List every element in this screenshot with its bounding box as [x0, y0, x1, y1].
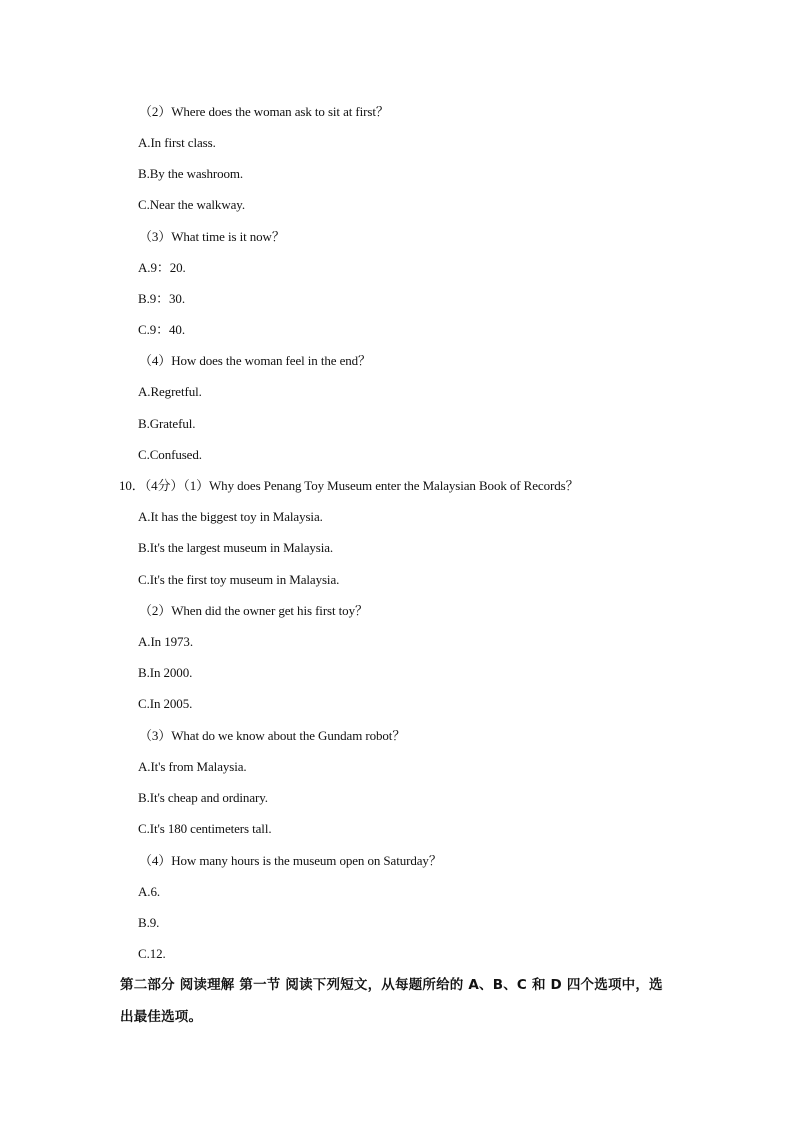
q10-sub3-option-b: B.It's cheap and ordinary. [138, 790, 268, 805]
q9-sub2-option-b: B.By the washroom. [138, 166, 244, 181]
q10-sub2-option-c: C.In 2005. [138, 696, 193, 711]
section-heading-line-1: 第二部分 阅读理解 第一节 阅读下列短文，从每题所给的 A、B、C 和 D 四个选项中，选 [120, 977, 663, 993]
q9-sub2-option-a: A.In first class. [138, 135, 216, 150]
q10-sub3-question: （3）What do we know about the Gundam robot？ [139, 728, 406, 743]
q10-sub1-option-a: A.It has the biggest toy in Malaysia. [138, 509, 323, 524]
q9-sub3-option-c: C.9：40. [138, 322, 185, 337]
q10-sub3-option-a: A.It's from Malaysia. [138, 759, 247, 774]
section-heading-line-2: 出最佳选项。 [120, 1009, 203, 1025]
q10-sub4-option-a: A.6. [138, 884, 160, 899]
q10-sub3-option-c: C.It's 180 centimeters tall. [138, 821, 272, 836]
q10-sub2-question: （2）When did the owner get his first toy？ [139, 603, 368, 618]
q10-sub4-question: （4）How many hours is the museum open on Saturday？ [139, 853, 442, 868]
q9-sub4-option-c: C.Confused. [138, 447, 202, 462]
q10-sub1-option-c: C.It's the first toy museum in Malaysia. [138, 572, 340, 587]
q9-sub3-option-a: A.9：20. [138, 260, 186, 275]
q10-header: 10．（4分）（1）Why does Penang Toy Museum enter the Malaysian Book of Records？ [119, 478, 579, 493]
q9-sub3-question: （3）What time is it now？ [139, 229, 285, 244]
q9-sub3-option-b: B.9：30. [138, 291, 185, 306]
q9-sub2-option-c: C.Near the walkway. [138, 197, 245, 212]
q10-sub4-option-b: B.9. [138, 915, 160, 930]
q10-sub1-option-b: B.It's the largest museum in Malaysia. [138, 540, 334, 555]
q9-sub4-option-a: A.Regretful. [138, 384, 202, 399]
q9-sub4-option-b: B.Grateful. [138, 416, 196, 431]
q9-sub4-question: （4）How does the woman feel in the end？ [139, 353, 371, 368]
q10-sub2-option-a: A.In 1973. [138, 634, 193, 649]
q10-sub4-option-c: C.12. [138, 946, 166, 961]
q9-sub2-question: （2）Where does the woman ask to sit at first？ [139, 104, 389, 119]
q10-sub2-option-b: B.In 2000. [138, 665, 193, 680]
